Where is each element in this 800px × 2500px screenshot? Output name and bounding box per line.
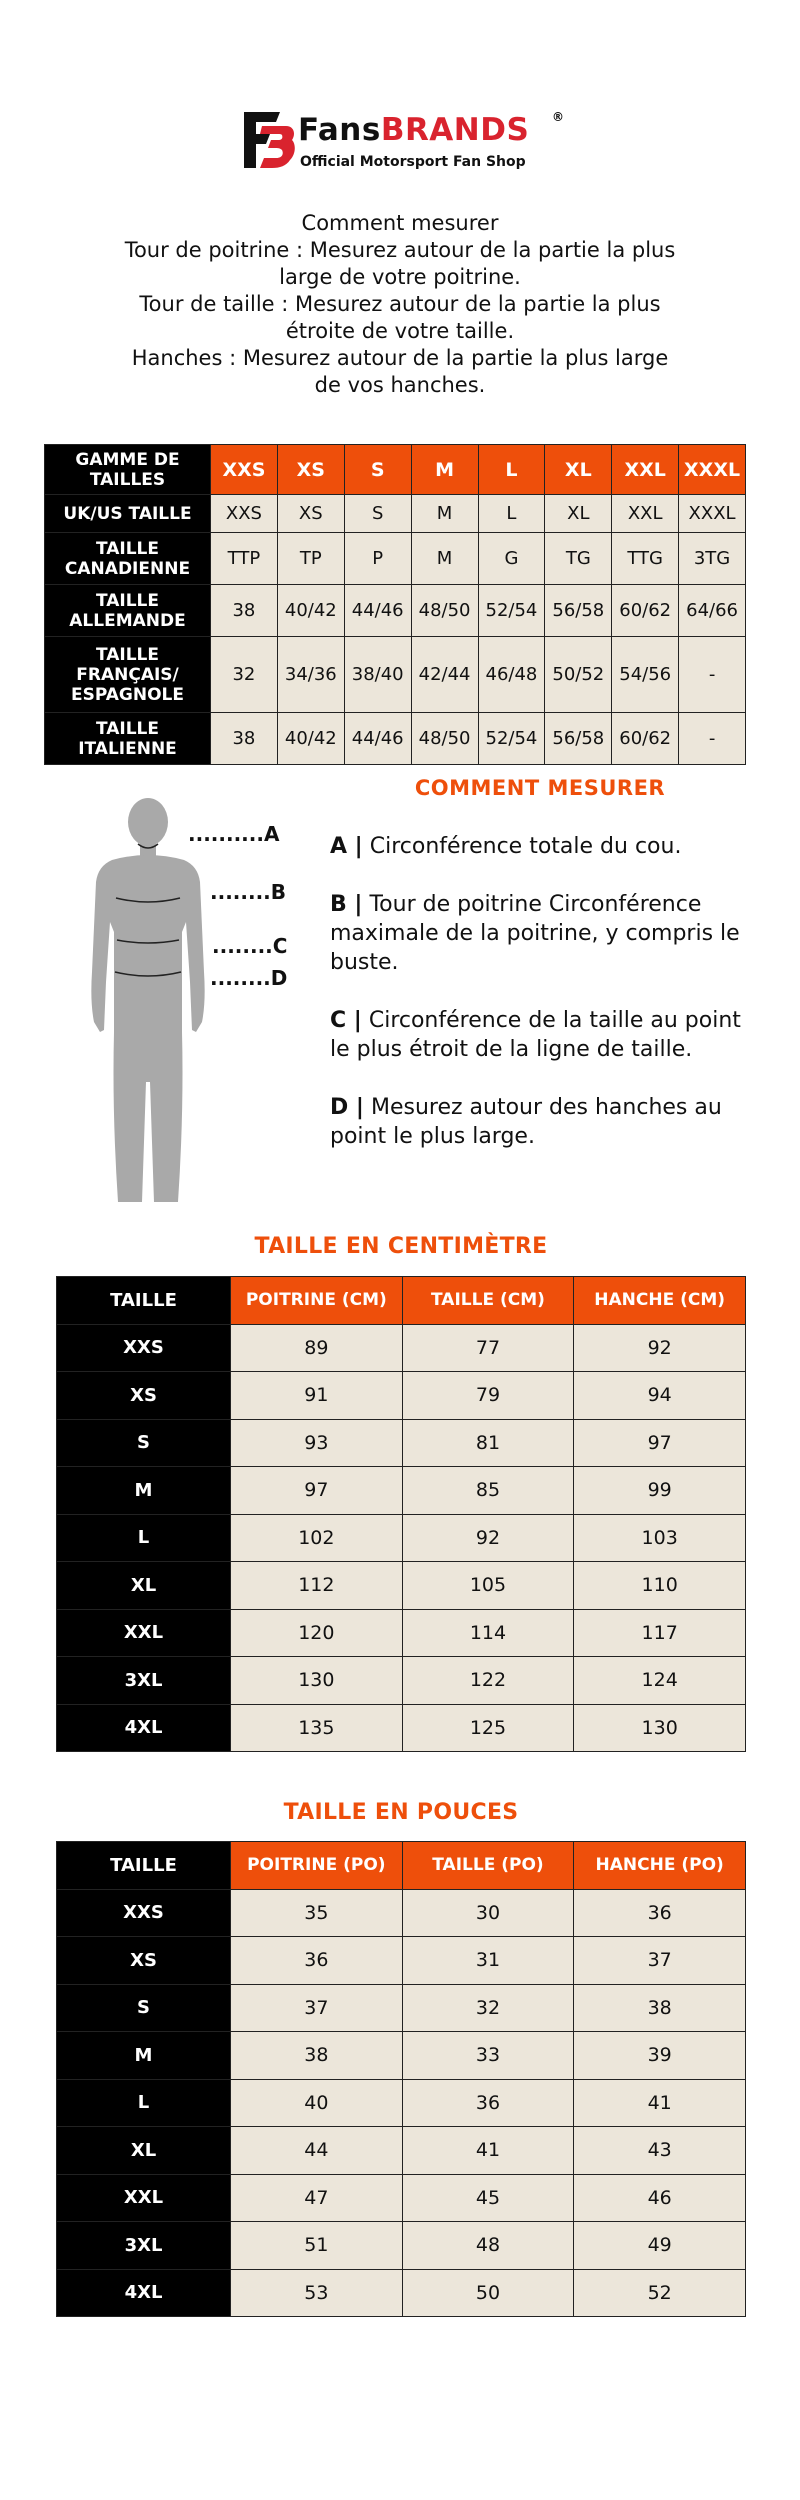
conversion-cell: 64/66 bbox=[679, 585, 746, 637]
table-cell: 31 bbox=[402, 1937, 574, 1985]
size-label-cell: XXL bbox=[57, 2174, 231, 2222]
definition-b: B | Tour de poitrine Circonférence maximale de la poitrine, y compris le buste. bbox=[330, 892, 740, 975]
table-cell: 81 bbox=[402, 1419, 574, 1467]
table-row bbox=[57, 1467, 746, 1515]
conversion-cell: XXL bbox=[612, 495, 679, 533]
table-row bbox=[57, 1324, 746, 1372]
table-cell: 53 bbox=[231, 2269, 403, 2317]
conversion-row bbox=[45, 585, 746, 637]
table-cell: 30 bbox=[402, 1889, 574, 1937]
size-label-cell: 3XL bbox=[57, 2222, 231, 2270]
table-cell: 85 bbox=[402, 1467, 574, 1515]
size-label-cell: 3XL bbox=[57, 1657, 231, 1705]
conversion-cell: XXXL bbox=[679, 495, 746, 533]
conversion-cell: 56/58 bbox=[545, 713, 612, 765]
column-header: TAILLE bbox=[57, 1277, 231, 1325]
table-cell: 99 bbox=[574, 1467, 746, 1515]
intro-line: Hanches : Mesurez autour de la partie la plus large de vos hanches. bbox=[131, 346, 669, 397]
conversion-cell: 34/36 bbox=[277, 637, 344, 713]
table-row bbox=[57, 1419, 746, 1467]
table-cell: 135 bbox=[231, 1704, 403, 1752]
conversion-cell: 48/50 bbox=[411, 713, 478, 765]
size-label-cell: XXS bbox=[57, 1324, 231, 1372]
conversion-cell: 42/44 bbox=[411, 637, 478, 713]
conversion-cell: L bbox=[478, 495, 545, 533]
table-cell: 48 bbox=[402, 2222, 574, 2270]
size-label-cell: 4XL bbox=[57, 1704, 231, 1752]
table-row bbox=[57, 1984, 746, 2032]
table-cell: 35 bbox=[231, 1889, 403, 1937]
conversion-cell: TG bbox=[545, 533, 612, 585]
conversion-cell: 48/50 bbox=[411, 585, 478, 637]
figure-label-c: ........C bbox=[212, 934, 288, 958]
table-row bbox=[57, 1562, 746, 1610]
table-row bbox=[57, 1372, 746, 1420]
column-header: HANCHE (PO) bbox=[574, 1842, 746, 1890]
table-cell: 130 bbox=[574, 1704, 746, 1752]
table-cell: 117 bbox=[574, 1609, 746, 1657]
conversion-row bbox=[45, 713, 746, 765]
size-label-cell: XS bbox=[57, 1372, 231, 1420]
conversion-cell: TTP bbox=[211, 533, 278, 585]
size-label-cell: XL bbox=[57, 1562, 231, 1610]
definition-c: C | Circonférence de la taille au point le plus étroit de la ligne de taille. bbox=[330, 1008, 741, 1062]
inches-size-table bbox=[56, 1841, 746, 2317]
table-row bbox=[57, 2079, 746, 2127]
table-cell: 47 bbox=[231, 2174, 403, 2222]
intro-line: Comment mesurer bbox=[301, 211, 499, 235]
conversion-cell: M bbox=[411, 445, 478, 495]
table-cell: 112 bbox=[231, 1562, 403, 1610]
table-cell: 94 bbox=[574, 1372, 746, 1420]
conversion-cell: XXXL bbox=[679, 445, 746, 495]
conversion-cell: 40/42 bbox=[277, 585, 344, 637]
conversion-cell: G bbox=[478, 533, 545, 585]
table-cell: 36 bbox=[574, 1889, 746, 1937]
table-cell: 39 bbox=[574, 2032, 746, 2080]
measure-title: COMMENT MESURER bbox=[414, 776, 666, 800]
table-row bbox=[57, 2127, 746, 2175]
conversion-row-label: TAILLE ITALIENNE bbox=[45, 713, 211, 765]
conversion-cell: 52/54 bbox=[478, 713, 545, 765]
conversion-cell: 50/52 bbox=[545, 637, 612, 713]
table-cell: 32 bbox=[402, 1984, 574, 2032]
conversion-cell: XXS bbox=[211, 445, 278, 495]
definition-d: D | Mesurez autour des hanches au point le plus large. bbox=[330, 1095, 722, 1149]
measure-definitions bbox=[330, 832, 750, 1180]
column-header: TAILLE (CM) bbox=[402, 1277, 574, 1325]
fansbrands-logo-mark bbox=[240, 110, 296, 170]
conversion-cell: XL bbox=[545, 445, 612, 495]
conversion-cell: 38 bbox=[211, 585, 278, 637]
table-cell: 92 bbox=[574, 1324, 746, 1372]
table-cell: 110 bbox=[574, 1562, 746, 1610]
column-header: POITRINE (PO) bbox=[231, 1842, 403, 1890]
conversion-cell: XS bbox=[277, 445, 344, 495]
table-cell: 124 bbox=[574, 1657, 746, 1705]
table-row bbox=[57, 1609, 746, 1657]
table-cell: 40 bbox=[231, 2079, 403, 2127]
column-header: HANCHE (CM) bbox=[574, 1277, 746, 1325]
table-cell: 33 bbox=[402, 2032, 574, 2080]
table-cell: 49 bbox=[574, 2222, 746, 2270]
intro-line: Tour de poitrine : Mesurez autour de la partie la plus large de votre poitrine. bbox=[124, 238, 676, 289]
size-label-cell: XXL bbox=[57, 1609, 231, 1657]
table-row bbox=[57, 1657, 746, 1705]
size-label-cell: S bbox=[57, 1984, 231, 2032]
table-cell: 38 bbox=[231, 2032, 403, 2080]
table-row bbox=[57, 1937, 746, 1985]
brand-logo bbox=[240, 110, 570, 180]
conversion-cell: 54/56 bbox=[612, 637, 679, 713]
table-cell: 77 bbox=[402, 1324, 574, 1372]
conversion-row-label: TAILLE CANADIENNE bbox=[45, 533, 211, 585]
table-cell: 44 bbox=[231, 2127, 403, 2175]
table-row bbox=[57, 1889, 746, 1937]
table-cell: 37 bbox=[231, 1984, 403, 2032]
table-cell: 91 bbox=[231, 1372, 403, 1420]
conversion-cell: 32 bbox=[211, 637, 278, 713]
conversion-cell: 46/48 bbox=[478, 637, 545, 713]
conversion-cell: S bbox=[344, 445, 411, 495]
conversion-row-label: TAILLE FRANÇAIS/ ESPAGNOLE bbox=[45, 637, 211, 713]
table-row bbox=[57, 1704, 746, 1752]
conversion-cell: XXL bbox=[612, 445, 679, 495]
conversion-cell: XS bbox=[277, 495, 344, 533]
table-cell: 114 bbox=[402, 1609, 574, 1657]
table-cell: 43 bbox=[574, 2127, 746, 2175]
conversion-cell: L bbox=[478, 445, 545, 495]
table-cell: 46 bbox=[574, 2174, 746, 2222]
intro-line: Tour de taille : Mesurez autour de la partie la plus étroite de votre taille. bbox=[139, 292, 661, 343]
size-label-cell: XXS bbox=[57, 1889, 231, 1937]
table-row bbox=[57, 2222, 746, 2270]
cm-size-table bbox=[56, 1276, 746, 1752]
conversion-cell: - bbox=[679, 637, 746, 713]
table-cell: 38 bbox=[574, 1984, 746, 2032]
conversion-cell: S bbox=[344, 495, 411, 533]
table-header-row bbox=[57, 1842, 746, 1890]
figure-label-a: ..........A bbox=[188, 822, 280, 846]
figure-label-b: ........B bbox=[210, 880, 287, 904]
table-cell: 102 bbox=[231, 1514, 403, 1562]
table-cell: 50 bbox=[402, 2269, 574, 2317]
conversion-row bbox=[45, 495, 746, 533]
size-label-cell: 4XL bbox=[57, 2269, 231, 2317]
conversion-row-label: UK/US TAILLE bbox=[45, 495, 211, 533]
registered-mark: ® bbox=[552, 110, 564, 124]
cm-table-title: TAILLE EN CENTIMÈTRE bbox=[254, 1234, 548, 1259]
conversion-cell: XXS bbox=[211, 495, 278, 533]
conversion-row bbox=[45, 533, 746, 585]
table-cell: 41 bbox=[402, 2127, 574, 2175]
conversion-row-label: GAMME DE TAILLES bbox=[45, 445, 211, 495]
size-label-cell: M bbox=[57, 1467, 231, 1515]
size-label-cell: S bbox=[57, 1419, 231, 1467]
conversion-cell: 60/62 bbox=[612, 713, 679, 765]
size-label-cell: XL bbox=[57, 2127, 231, 2175]
table-cell: 36 bbox=[231, 1937, 403, 1985]
definition-a: A | Circonférence totale du cou. bbox=[330, 834, 682, 859]
table-cell: 89 bbox=[231, 1324, 403, 1372]
conversion-cell: M bbox=[411, 495, 478, 533]
brand-tagline: Official Motorsport Fan Shop bbox=[300, 154, 526, 170]
conversion-row bbox=[45, 445, 746, 495]
conversion-cell: 44/46 bbox=[344, 713, 411, 765]
conversion-cell: TP bbox=[277, 533, 344, 585]
table-row bbox=[57, 1514, 746, 1562]
table-cell: 45 bbox=[402, 2174, 574, 2222]
conversion-cell: 44/46 bbox=[344, 585, 411, 637]
table-row bbox=[57, 2174, 746, 2222]
column-header: POITRINE (CM) bbox=[231, 1277, 403, 1325]
conversion-cell: 52/54 bbox=[478, 585, 545, 637]
table-cell: 37 bbox=[574, 1937, 746, 1985]
intro-text bbox=[120, 210, 680, 399]
size-conversion-table bbox=[44, 444, 746, 765]
conversion-cell: P bbox=[344, 533, 411, 585]
column-header: TAILLE bbox=[57, 1842, 231, 1890]
conversion-cell: 38/40 bbox=[344, 637, 411, 713]
brand-name: FansBRANDS bbox=[298, 112, 530, 148]
table-cell: 130 bbox=[231, 1657, 403, 1705]
table-cell: 79 bbox=[402, 1372, 574, 1420]
table-cell: 105 bbox=[402, 1562, 574, 1610]
table-cell: 103 bbox=[574, 1514, 746, 1562]
conversion-row bbox=[45, 637, 746, 713]
conversion-cell: M bbox=[411, 533, 478, 585]
table-header-row bbox=[57, 1277, 746, 1325]
conversion-cell: 60/62 bbox=[612, 585, 679, 637]
table-cell: 97 bbox=[231, 1467, 403, 1515]
conversion-cell: - bbox=[679, 713, 746, 765]
conversion-cell: 3TG bbox=[679, 533, 746, 585]
table-cell: 120 bbox=[231, 1609, 403, 1657]
body-figure-illustration bbox=[70, 782, 330, 1212]
conversion-cell: 40/42 bbox=[277, 713, 344, 765]
figure-label-d: ........D bbox=[210, 966, 288, 990]
table-cell: 122 bbox=[402, 1657, 574, 1705]
table-cell: 41 bbox=[574, 2079, 746, 2127]
size-label-cell: M bbox=[57, 2032, 231, 2080]
table-cell: 52 bbox=[574, 2269, 746, 2317]
inches-table-title: TAILLE EN POUCES bbox=[283, 1800, 519, 1825]
conversion-cell: XL bbox=[545, 495, 612, 533]
size-label-cell: XS bbox=[57, 1937, 231, 1985]
table-cell: 92 bbox=[402, 1514, 574, 1562]
table-cell: 51 bbox=[231, 2222, 403, 2270]
table-cell: 97 bbox=[574, 1419, 746, 1467]
conversion-cell: 38 bbox=[211, 713, 278, 765]
conversion-cell: 56/58 bbox=[545, 585, 612, 637]
size-label-cell: L bbox=[57, 1514, 231, 1562]
table-cell: 125 bbox=[402, 1704, 574, 1752]
column-header: TAILLE (PO) bbox=[402, 1842, 574, 1890]
table-cell: 93 bbox=[231, 1419, 403, 1467]
table-row bbox=[57, 2032, 746, 2080]
conversion-row-label: TAILLE ALLEMANDE bbox=[45, 585, 211, 637]
size-label-cell: L bbox=[57, 2079, 231, 2127]
conversion-cell: TTG bbox=[612, 533, 679, 585]
table-row bbox=[57, 2269, 746, 2317]
table-cell: 36 bbox=[402, 2079, 574, 2127]
